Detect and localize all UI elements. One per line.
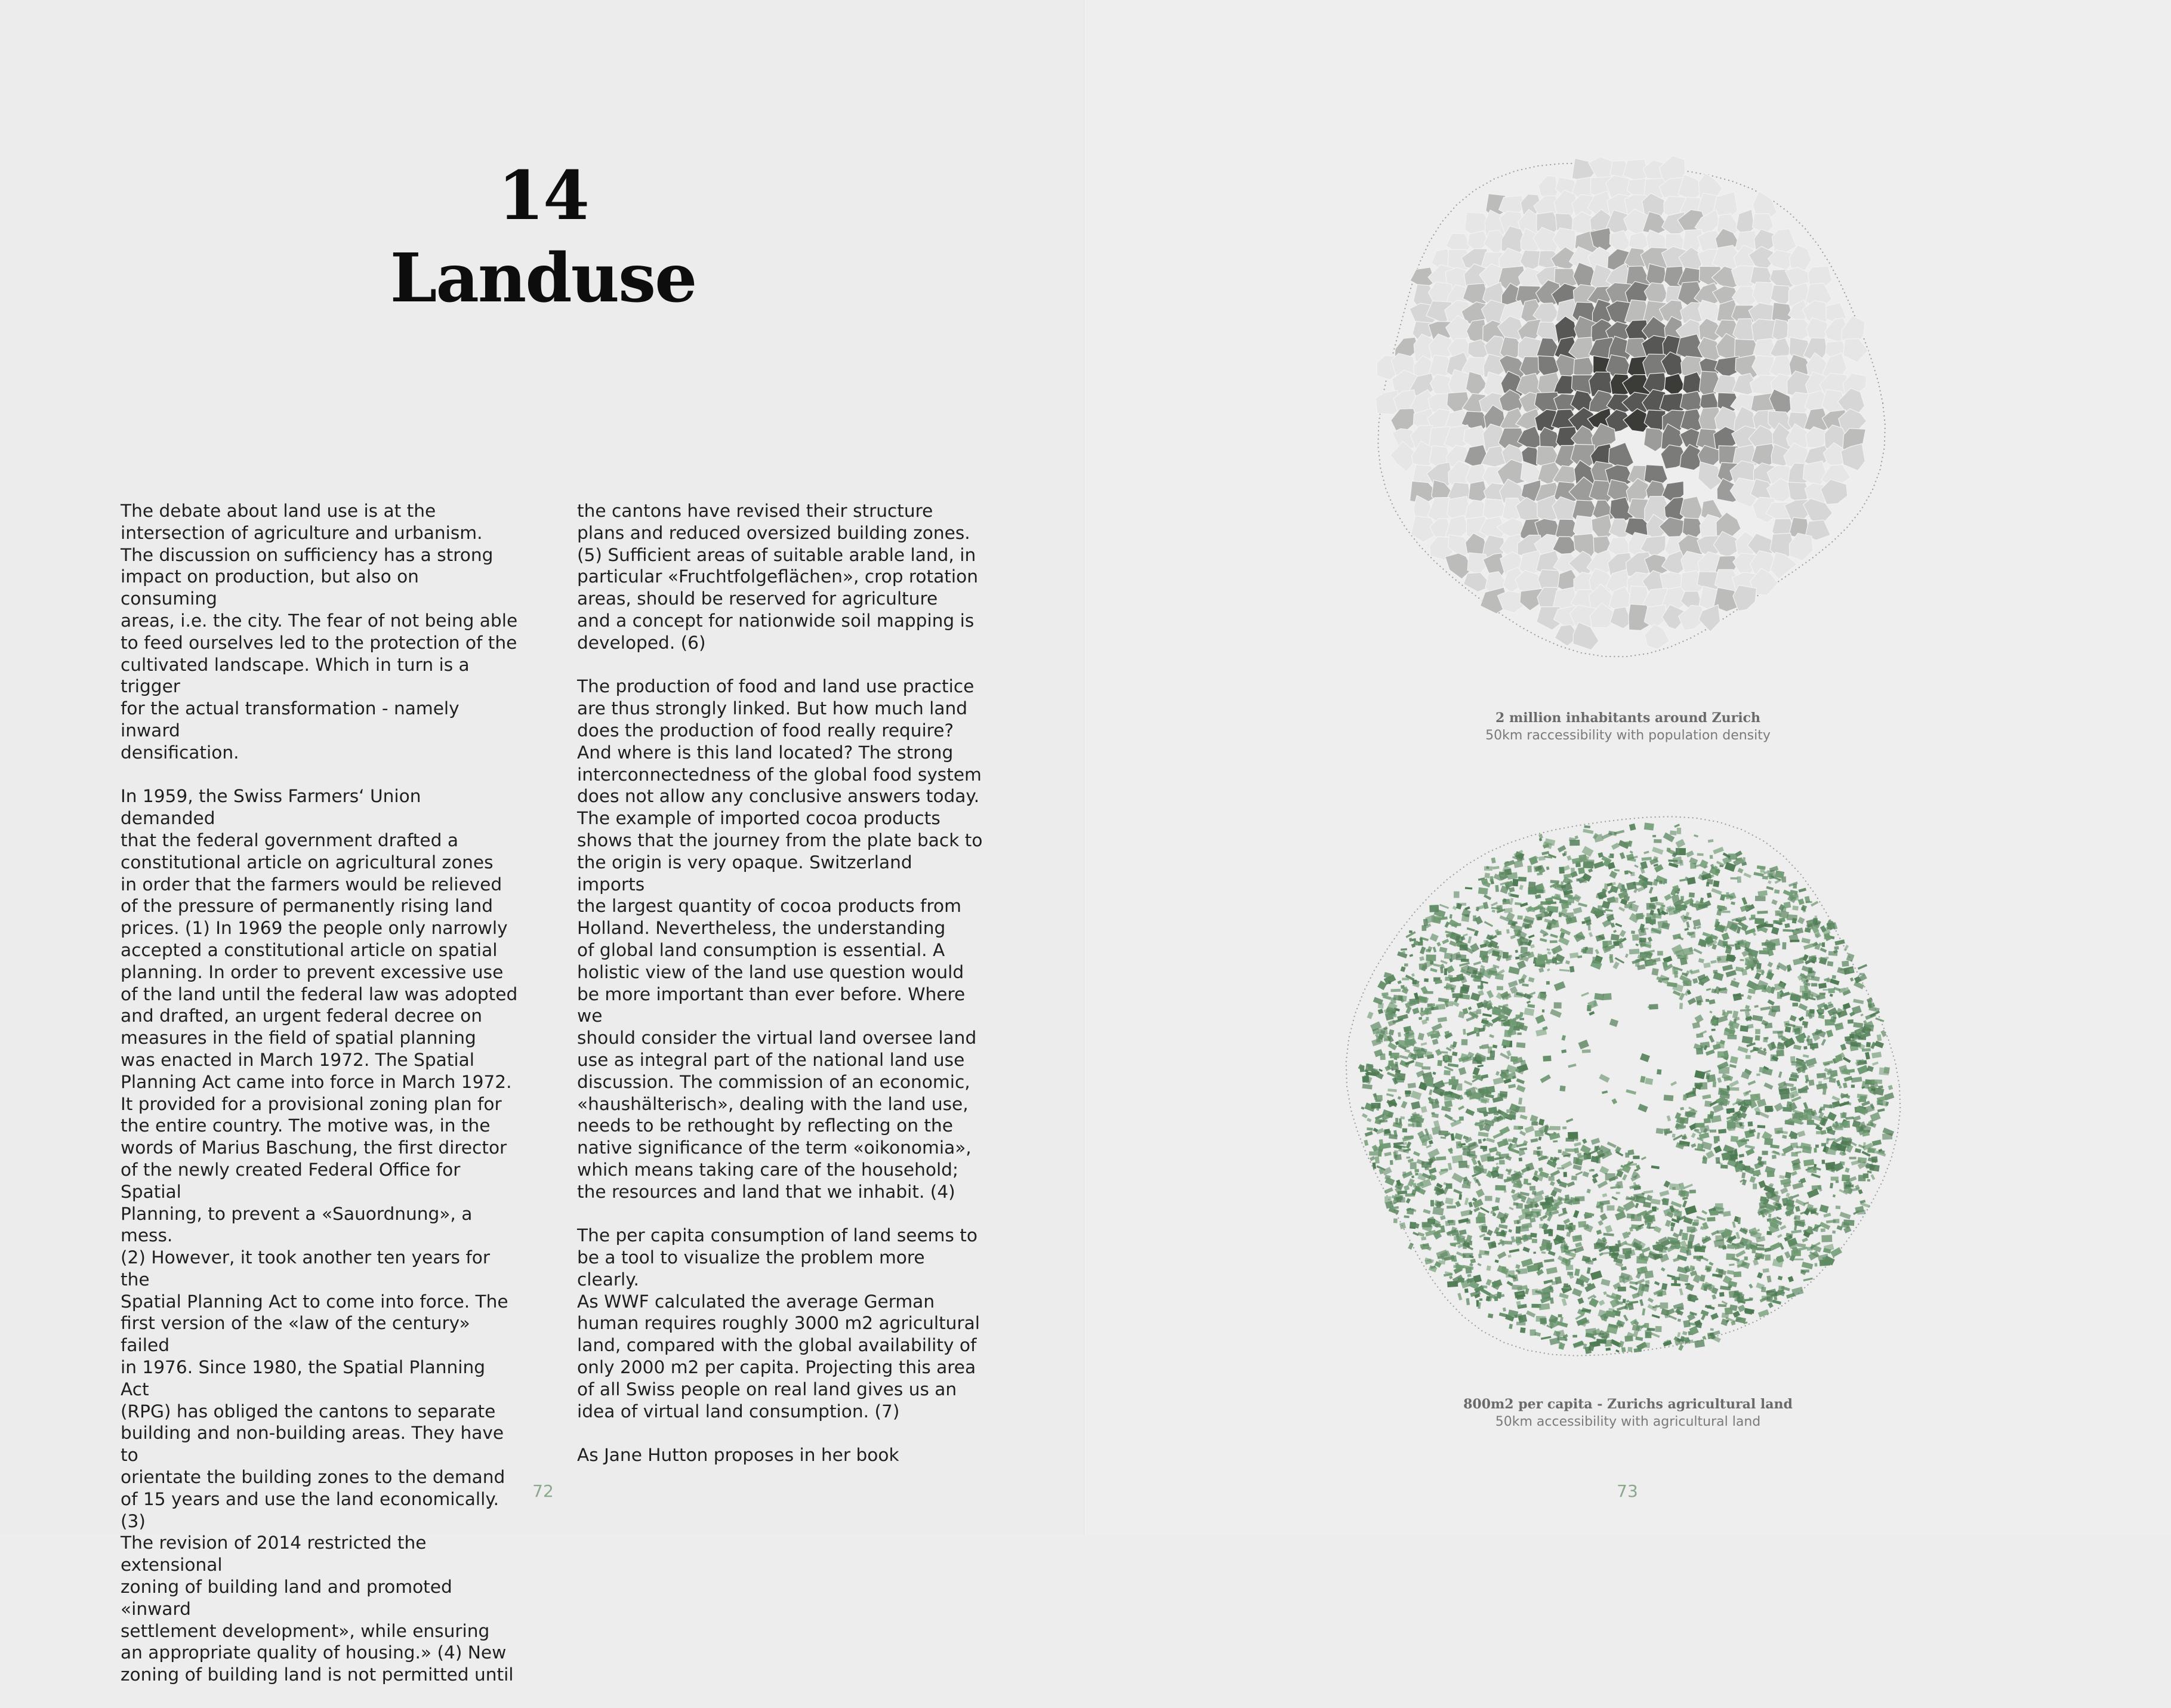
chapter-heading: [269, 156, 818, 320]
chapter-number: 14: [498, 157, 588, 236]
paragraph: The per capita consumption of land seems to be a tool to visualize the problem more clearly. As WWF calculated the average German human requires roughly 3000 m2 agricultural land, compared with the global availability of only 2000 m2 per capita. Projecting this area of all Swiss people on real land gives us an idea of virtual land consumption. (7): [577, 1225, 980, 1422]
figure-subtitle-top: 50km raccessibility with population density: [1485, 728, 1771, 743]
body-column-2: [577, 500, 983, 1488]
paragraph: As Jane Hutton proposes in her book: [577, 1445, 899, 1466]
figure-subtitle-bottom: 50km accessibility with agricultural land: [1495, 1414, 1761, 1429]
paragraph: In 1959, the Swiss Farmers‘ Union demanded that the federal government drafted a constitutional article on agricultural zones in order that the farmers would be relieved of the pressure of permanently rising land prices. (1) In 1969 the people only narrowly accepted a constitutional article on spatial planning. In order to prevent excessive use of the land until the federal law was adopted and drafted, an urgent federal decree on measures in the field of spatial planning was enacted in March 1972. The Spatial Planning Act came into force in March 1972. It provided for a provisional zoning plan for the entire country. The motive was, in the words of Marius Baschung, the first director of the newly created Federal Office for Spatial Planning, to prevent a «Sauordnung», a mess. (2) However, it took another ten years for the Spatial Planning Act to come into force. The first version of the «law of the century» failed in 1976. Since 1980, the Spatial Planning Act (RPG) has obliged the cantons to separate building and non-building areas. They have to orientate the building zones to the demand of 15 years and use the land economically. (3) The revision of 2014 restricted the extensional zoning of building land and promoted «inward settlement development», while ensuring an appropriate quality of housing.» (4) New zoning of building land is not permitted until: [121, 786, 518, 1685]
figure-caption-top: [1330, 709, 1926, 745]
agricultural-land-map-graphic: [1337, 803, 1910, 1370]
page-number-right: 73: [1617, 1481, 1638, 1501]
page-number-left: 72: [532, 1481, 554, 1501]
left-page: [0, 0, 1085, 1685]
paragraph: The debate about land use is at the intersection of agriculture and urbanism. The discussion on sufficiency has a strong impact on production, but also on consuming areas, i.e. the city. The fear of not being able to feed ourselves led to the protection of the cultivated landscape. Which in turn is a trigger for the actual transformation - namely inward densification.: [121, 501, 518, 763]
municipality-cells: [1376, 156, 1868, 650]
figure-caption-bottom: [1330, 1395, 1926, 1431]
chapter-title: Landuse: [390, 239, 696, 318]
population-density-map: [1349, 143, 1904, 662]
body-column-1: [121, 500, 519, 1708]
agricultural-parcels: [1358, 822, 1895, 1354]
paragraph: the cantons have revised their structure plans and reduced oversized building zones. (5) Sufficient areas of suitable arable land, in particular «Fruchtfolgeflächen», crop rotation areas, should be reserved for agriculture and a concept for nationwide soil mapping is developed. (6): [577, 501, 978, 653]
paragraph: The production of food and land use practice are thus strongly linked. But how much land does the production of food really require? And where is this land located? The strong interconnectedness of the global food system does not allow any conclusive answers today. The example of imported cocoa products shows that the journey from the plate back to the origin is very opaque. Switzerland imports the largest quantity of cocoa products from Holland. Nevertheless, the understanding of global land consumption is essential. A holistic view of the land use question would be more important than ever before. Where we should consider the virtual land oversee land use as integral part of the national land use discussion. The commission of an economic, «haushälterisch», dealing with the land use, needs to be rethought by reflecting on the native significance of the term «oikonomia», which means taking care of the household; the resources and land that we inhabit. (4): [577, 676, 983, 1202]
figure-title-top: 2 million inhabitants around Zurich: [1495, 710, 1760, 726]
agricultural-land-map: [1337, 803, 1910, 1370]
figure-title-bottom: 800m2 per capita - Zurichs agricultural land: [1463, 1396, 1793, 1412]
population-density-map-graphic: [1349, 143, 1904, 662]
